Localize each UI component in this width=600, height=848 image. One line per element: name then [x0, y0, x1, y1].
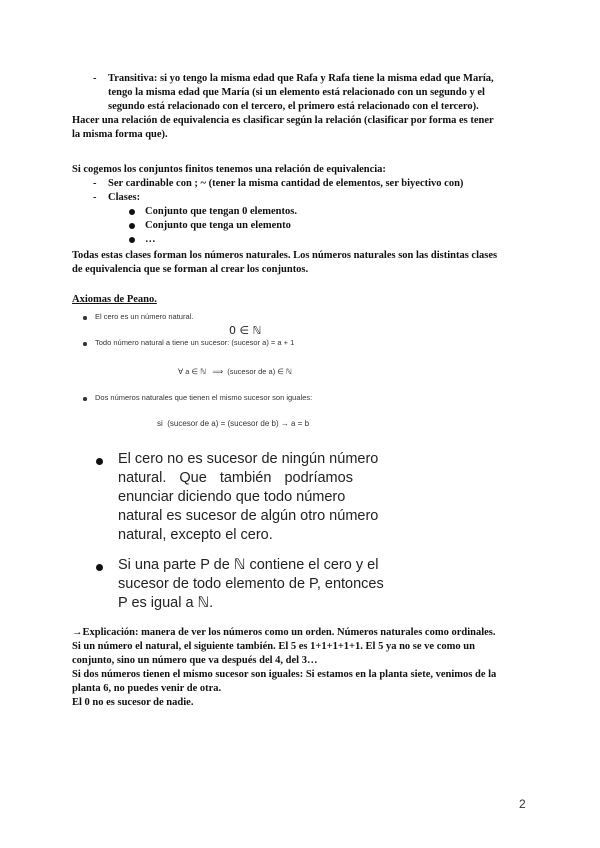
transitiva-line-1: Transitiva: si yo tengo la misma edad que Rafa y Rafa tiene la misma edad que María,: [108, 73, 494, 84]
naturales-line-2: de equivalencia que se forman al crear los conjuntos.: [72, 264, 309, 275]
transitiva-line-3: segundo está relacionado con el tercero, el primero está relacionado con el tercero).: [108, 101, 479, 112]
bullet-dot: [96, 564, 103, 571]
page-number: 2: [519, 797, 526, 811]
axiom-4-line-1: El cero no es sucesor de ningún número: [118, 451, 379, 467]
axiom-1-text: El cero es un número natural.: [95, 312, 194, 321]
clase-item: Conjunto que tenga un elemento: [145, 220, 291, 231]
conjuntos-intro: Si cogemos los conjuntos finitos tenemos una relación de equivalencia:: [72, 164, 386, 175]
equivalencia-line-2: la misma forma que).: [72, 129, 168, 140]
bullet-dot: [83, 397, 87, 401]
axiom-3-formula: si (sucesor de a) = (sucesor de b) → a = b: [157, 419, 310, 428]
bullet-dot: [129, 237, 135, 243]
bullet-dot: [96, 458, 103, 465]
explicacion-line-5: planta 6, no puedes venir de otra.: [72, 683, 222, 694]
explicacion-line-4: Si dos números tienen el mismo sucesor son iguales: Si estamos en la planta siete, venimos de la: [72, 669, 497, 680]
axiom-2-text: Todo número natural a tiene un sucesor: (sucesor a) = a + 1: [95, 338, 295, 347]
explicacion-line-6: El 0 no es sucesor de nadie.: [72, 697, 194, 708]
bullet-dot: [129, 223, 135, 229]
axiom-1-formula: 0 ∈ ℕ: [229, 324, 262, 337]
axiom-5-line-1: Si una parte P de ℕ contiene el cero y el: [118, 557, 379, 573]
bullet-dot: [83, 316, 87, 320]
peano-heading: Axiomas de Peano.: [72, 294, 157, 305]
axiom-5-line-3: P es igual a ℕ.: [118, 595, 214, 611]
transitiva-line-2: tengo la misma edad que María (si un elemento está relacionado con un segundo y el: [108, 87, 485, 98]
conjuntos-item-2: Clases:: [108, 192, 141, 203]
explicacion-line-3: conjunto, sino un número que va después del 4, del 3…: [72, 655, 318, 666]
axiom-4-line-5: natural, excepto el cero.: [118, 527, 273, 543]
dash-bullet: -: [93, 192, 97, 203]
naturales-line-1: Todas estas clases forman los números naturales. Los números naturales son las distintas clases: [72, 250, 498, 261]
axiom-3-text: Dos números naturales que tienen el mismo sucesor son iguales:: [95, 393, 313, 402]
clase-item: …: [145, 234, 156, 245]
axiom-5-line-2: sucesor de todo elemento de P, entonces: [118, 576, 384, 592]
explicacion-line-1: →Explicación: manera de ver los números como un orden. Números naturales como ordinales.: [72, 627, 496, 638]
equivalencia-line-1: Hacer una relación de equivalencia es clasificar según la relación (clasificar por forma es tener: [72, 115, 494, 126]
axiom-2-formula: ∀ a ∈ ℕ ⟹ (sucesor de a) ∈ ℕ: [178, 367, 292, 376]
dash-bullet: -: [93, 178, 97, 189]
bullet-dot: [129, 209, 135, 215]
explicacion-line-2: Si un número el natural, el siguiente también. El 5 es 1+1+1+1+1. El 5 ya no se ve como un: [72, 641, 475, 652]
conjuntos-item-1: Ser cardinable con ; ~ (tener la misma cantidad de elementos, ser biyectivo con): [108, 178, 464, 189]
dash-bullet: -: [93, 73, 97, 84]
axiom-4-line-3: enunciar diciendo que todo número: [118, 489, 346, 505]
clase-item: Conjunto que tengan 0 elementos.: [145, 206, 297, 217]
axiom-4-line-2: natural. Que también podríamos: [118, 470, 353, 486]
axiom-4-line-4: natural es sucesor de algún otro número: [118, 508, 379, 524]
bullet-dot: [83, 342, 87, 346]
